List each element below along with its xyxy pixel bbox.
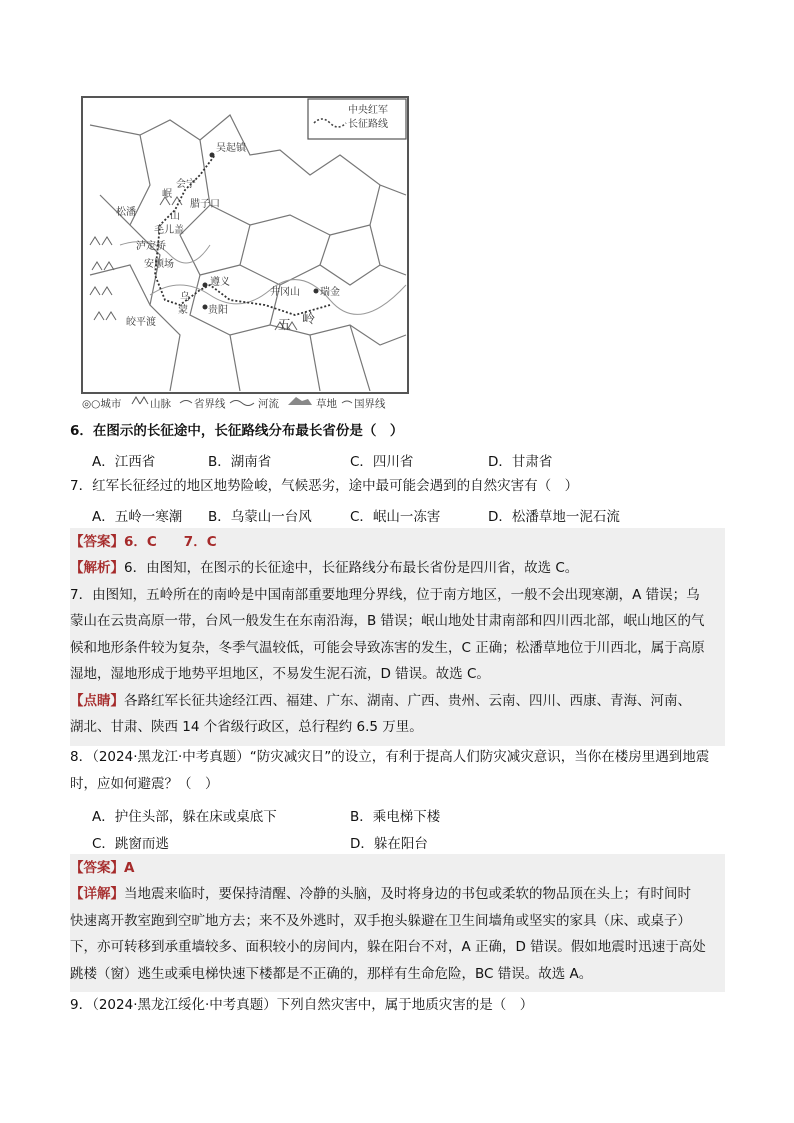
explanation-7-line3: 蒙山在云贵高原一带，台风一般发生在东南沿海，B 错误；岷山地处甘肃南部和四川西北部，岷山地区的气: [70, 613, 705, 629]
question-9-stem: 9．（2024·黑龙江绥化·中考真题）下列自然灾害中，属于地质灾害的是（ ）: [70, 997, 534, 1013]
legend-mountain: 山脉: [150, 398, 171, 410]
explanation-7-line2: 7．由图知，五岭所在的南岭是中国南部重要地理分界线，位于南方地区，一般不会出现寒潮，A 错误；乌: [70, 587, 700, 603]
label-guiyang: 贵阳: [208, 305, 228, 316]
question-6-stem: 6．在图示的长征途中，长征路线分布最长省份是（ ）: [70, 423, 404, 439]
question-7-stem: 7．红军长征经过的地区地势险峻，气候恶劣，途中最可能会遇到的自然灾害有（ ）: [70, 478, 579, 494]
explanation-8-line3: 下，亦可转移到承重墙较多、面积较小的房间内，躲在阳台不对，A 正确，D 错误。假如地震时迅速于高处: [70, 939, 706, 955]
q6-option-b: B．湖南省: [208, 454, 272, 470]
explanation-tag: 【解析】: [70, 560, 124, 576]
zunyi-dot: [203, 283, 208, 288]
explanation-7-line4: 候和地形条件较为复杂，冬季气温较低，可能会导致冻害的发生，C 正确；松潘草地位于川西北，属于高原: [70, 640, 705, 656]
q6-option-d: D．甘肃省: [488, 454, 553, 470]
legend-grass-icon: [288, 397, 312, 405]
explanation-text: 6．由图知，在图示的长征途中，长征路线分布最长省份是四川省，故选 C。: [124, 560, 579, 576]
legend-province: 省界线: [194, 398, 226, 410]
bottom-legend: [82, 397, 386, 410]
q8-option-c: C．跳窗而逃: [92, 836, 169, 852]
legend-title-2: 长征路线: [348, 119, 388, 130]
answer-tag: 【答案】: [70, 534, 124, 550]
tip-text: 各路红军长征共途经江西、福建、广东、湖南、广西、贵州、云南、四川、西康、青海、河南、: [124, 693, 691, 709]
answer-6-7: [70, 533, 217, 551]
label-minshan: 岷: [162, 189, 172, 200]
label-wu: 五: [278, 318, 292, 333]
wuqizhen-dot: [210, 153, 215, 158]
question-8-line1: 8．（2024·黑龙江·中考真题）“防灾减灾日”的设立，有利于提高人们防灾减灾意识，当你在楼房里遇到地震: [70, 749, 710, 765]
explanation-6-line1: [70, 559, 578, 577]
q8-option-a: A．护住头部，躲在床或桌底下: [92, 809, 277, 825]
explanation-8-text: 当地震来临时，要保持清醒、冷静的头脑，及时将身边的书包或柔软的物品顶在头上；有时间时: [124, 886, 691, 902]
legend-city: ◎○城市: [82, 398, 122, 410]
q6-option-c: C．四川省: [350, 454, 414, 470]
q7-option-a: A．五岭一寒潮: [92, 509, 183, 525]
label-zunyi: 遵义: [210, 277, 230, 288]
question-8-line2: 时，应如何避震？（ ）: [70, 776, 219, 792]
label-ruijin: 瑞金: [320, 287, 340, 298]
q7-option-c: C．岷山一冻害: [350, 509, 441, 525]
q8-option-b: B．乘电梯下楼: [350, 809, 441, 825]
label-anshunchang: 安顺场: [144, 259, 174, 270]
q8-option-d: D．躲在阳台: [350, 836, 428, 852]
explanation-7-line5: 湿地，湿地形成于地势平坦地区，不易发生泥石流，D 错误。故选 C。: [70, 666, 490, 682]
label-ling: 岭: [302, 312, 316, 327]
explanation-8-line4: 跳楼（窗）逃生或乘电梯快速下楼都是不正确的，那样有生命危险，BC 错误。故选 A。: [70, 966, 593, 982]
ruijin-dot: [314, 289, 319, 294]
answer-text: 6．C 7．C: [124, 534, 217, 550]
legend-mountain-icon: [132, 397, 148, 404]
answer-8-text: A: [124, 860, 135, 876]
explanation-8-line2: 快速离开教室跑到空旷地方去；来不及外逃时，双手抱头躲避在卫生间墙角或坚实的家具（床、或桌子）: [70, 913, 691, 929]
legend-river: 河流: [258, 398, 279, 410]
legend-title-1: 中央红军: [348, 105, 388, 116]
label-jiaopingdu: 皎平渡: [126, 317, 156, 328]
q7-option-b: B．乌蒙山一台风: [208, 509, 312, 525]
label-lazikou: 腊子口: [190, 199, 220, 210]
explanation-8-line1: [70, 885, 691, 903]
legend-border-icon: [342, 401, 352, 403]
label-songpan: 松潘: [116, 207, 136, 218]
label-wumeng: 乌: [180, 292, 190, 303]
label-jinggangshan: 井冈山: [270, 287, 300, 298]
q7-option-d: D．松潘草地一泥石流: [488, 509, 620, 525]
legend-province-icon: [180, 401, 192, 404]
legend-grass: 草地: [316, 398, 337, 410]
tip-line2: 湖北、甘肃、陕西 14 个省级行政区，总行程约 6.5 万里。: [70, 719, 423, 735]
label-meng: 蒙: [178, 305, 188, 316]
label-huining: 会宁: [176, 179, 196, 190]
tip-line1: [70, 692, 691, 710]
q6-option-a: A．江西省: [92, 454, 156, 470]
guiyang-dot: [203, 305, 208, 310]
legend-river-icon: [230, 401, 254, 406]
legend-border: 国界线: [354, 398, 386, 410]
answer-8: [70, 859, 134, 877]
label-wuqizhen: 吴起镇: [216, 143, 246, 154]
label-maoergai: 毛儿盖: [154, 225, 184, 236]
answer-8-tag: 【答案】: [70, 860, 124, 876]
tip-tag: 【点睛】: [70, 693, 124, 709]
label-mountain: 山: [170, 211, 180, 222]
long-march-map: [80, 95, 420, 411]
label-luding: 泸定桥: [136, 241, 166, 252]
explanation-8-tag: 【详解】: [70, 886, 124, 902]
